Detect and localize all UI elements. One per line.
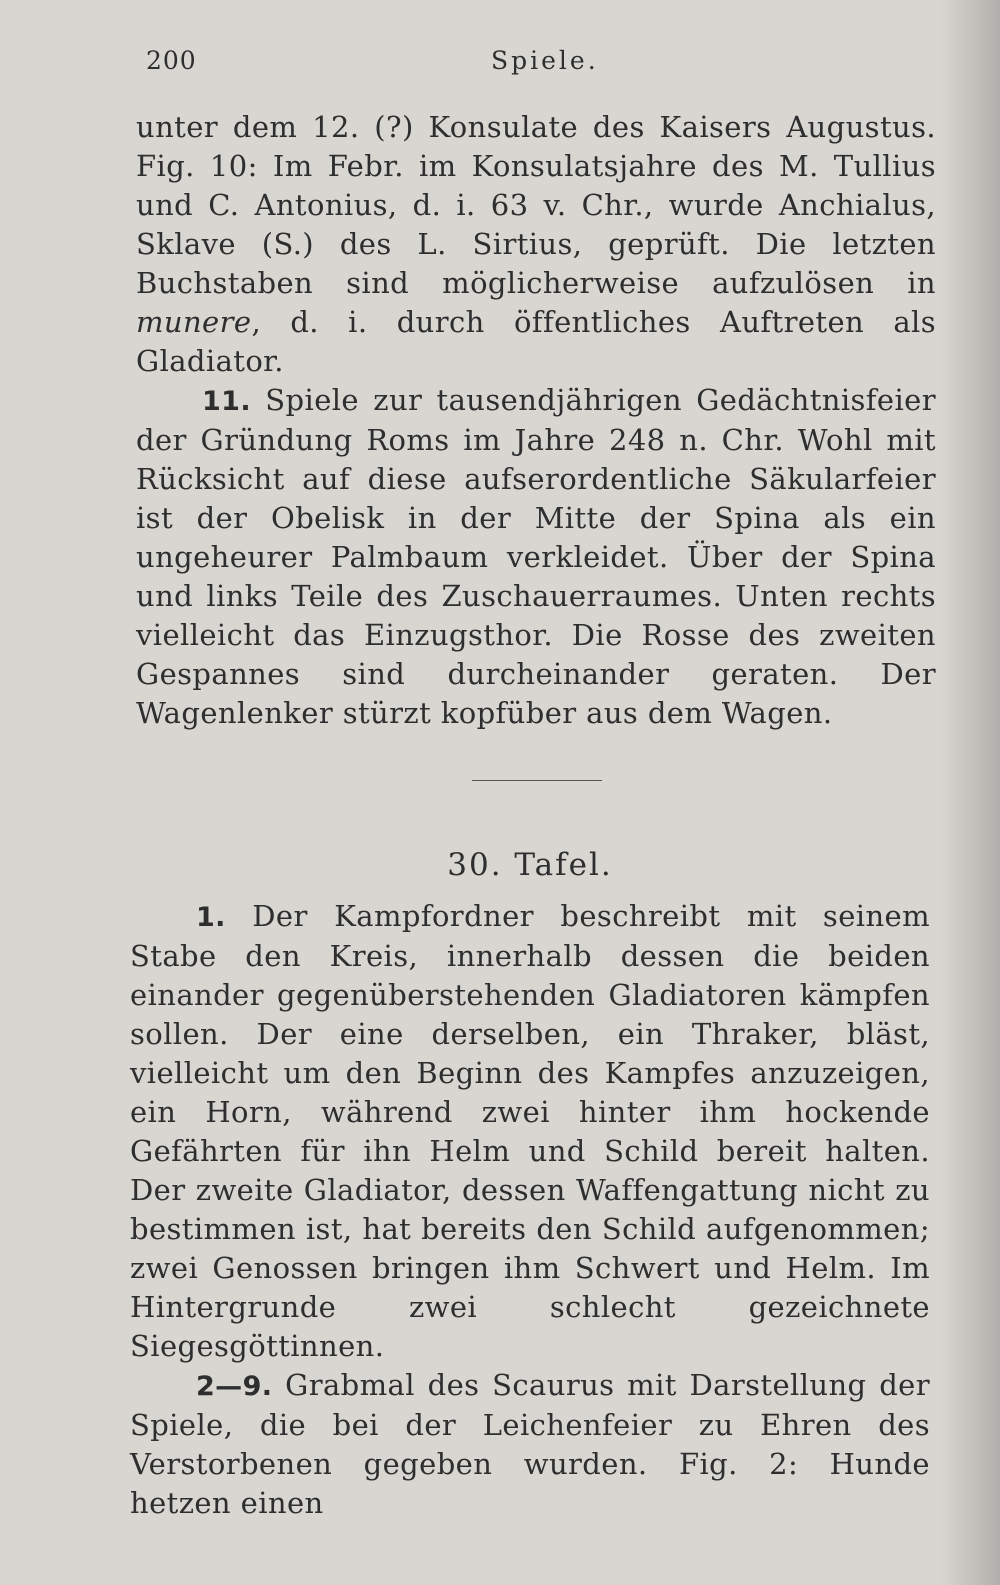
section-divider: [472, 780, 602, 781]
text-section-top: [136, 108, 936, 733]
page-edge-shadow: [940, 0, 1000, 1585]
running-head: Spiele.: [491, 46, 599, 75]
italic-word: munere: [136, 305, 252, 339]
item-number: 2—9.: [196, 1371, 273, 1402]
page-number: 200: [146, 46, 197, 75]
paragraph-item-11: 11. Spiele zur tausendjährigen Gedächtnisfeier der Gründung Roms im Jahre 248 n. Chr. Wohl mit Rücksicht auf diese aufserordentliche Säkularfeier ist der Obelisk in der Mitte der Spina als ein ungeheurer Palmbaum verkleidet. Über der Spina und links Teile des Zuschauerraumes. Unten rechts vielleicht das Einzugsthor. Die Rosse des zweiten Gespannes sind durcheinander geraten. Der Wagenlenker stürzt kopfüber aus dem Wagen.: [136, 383, 936, 730]
paragraph-item-2-9: 2—9. Grabmal des Scaurus mit Darstellung der Spiele, die bei der Leichenfeier zu Ehren des Verstorbenen gegeben wurden. Fig. 2: Hunde hetzen einen: [130, 1368, 930, 1520]
paragraph-continuation: unter dem 12. (?) Konsulate des Kaisers Augustus. Fig. 10: Im Febr. im Konsulatsjahre des M. Tullius und C. Antonius, d. i. 63 v. Chr., wurde Anchialus, Sklave (S.) des L. Sirtius, geprüft. Die letzten Buchstaben sind möglicherweise aufzulösen in munere, d. i. durch öffentliches Auftreten als Gladiator.: [136, 110, 936, 378]
text-section-bottom: [130, 897, 930, 1523]
page-header: [146, 46, 916, 86]
paragraph-item-1: 1. Der Kampfordner beschreibt mit seinem Stabe den Kreis, innerhalb dessen die beiden einander gegenüberstehenden Gladiatoren kämpfen sollen. Der eine derselben, ein Thraker, bläst, vielleicht um den Beginn des Kampfes anzuzeigen, ein Horn, während zwei hinter ihm hockende Gefährten für ihn Helm und Schild bereit halten. Der zweite Gladiator, dessen Waffengattung nicht zu bestimmen ist, hat bereits den Schild aufgenommen; zwei Genossen bringen ihm Schwert und Helm. Im Hintergrunde zwei schlecht gezeichnete Siegesgöttinnen.: [130, 899, 930, 1363]
plate-heading: 30. Tafel.: [447, 847, 613, 883]
item-number: 1.: [196, 902, 226, 933]
item-number: 11.: [202, 386, 252, 417]
